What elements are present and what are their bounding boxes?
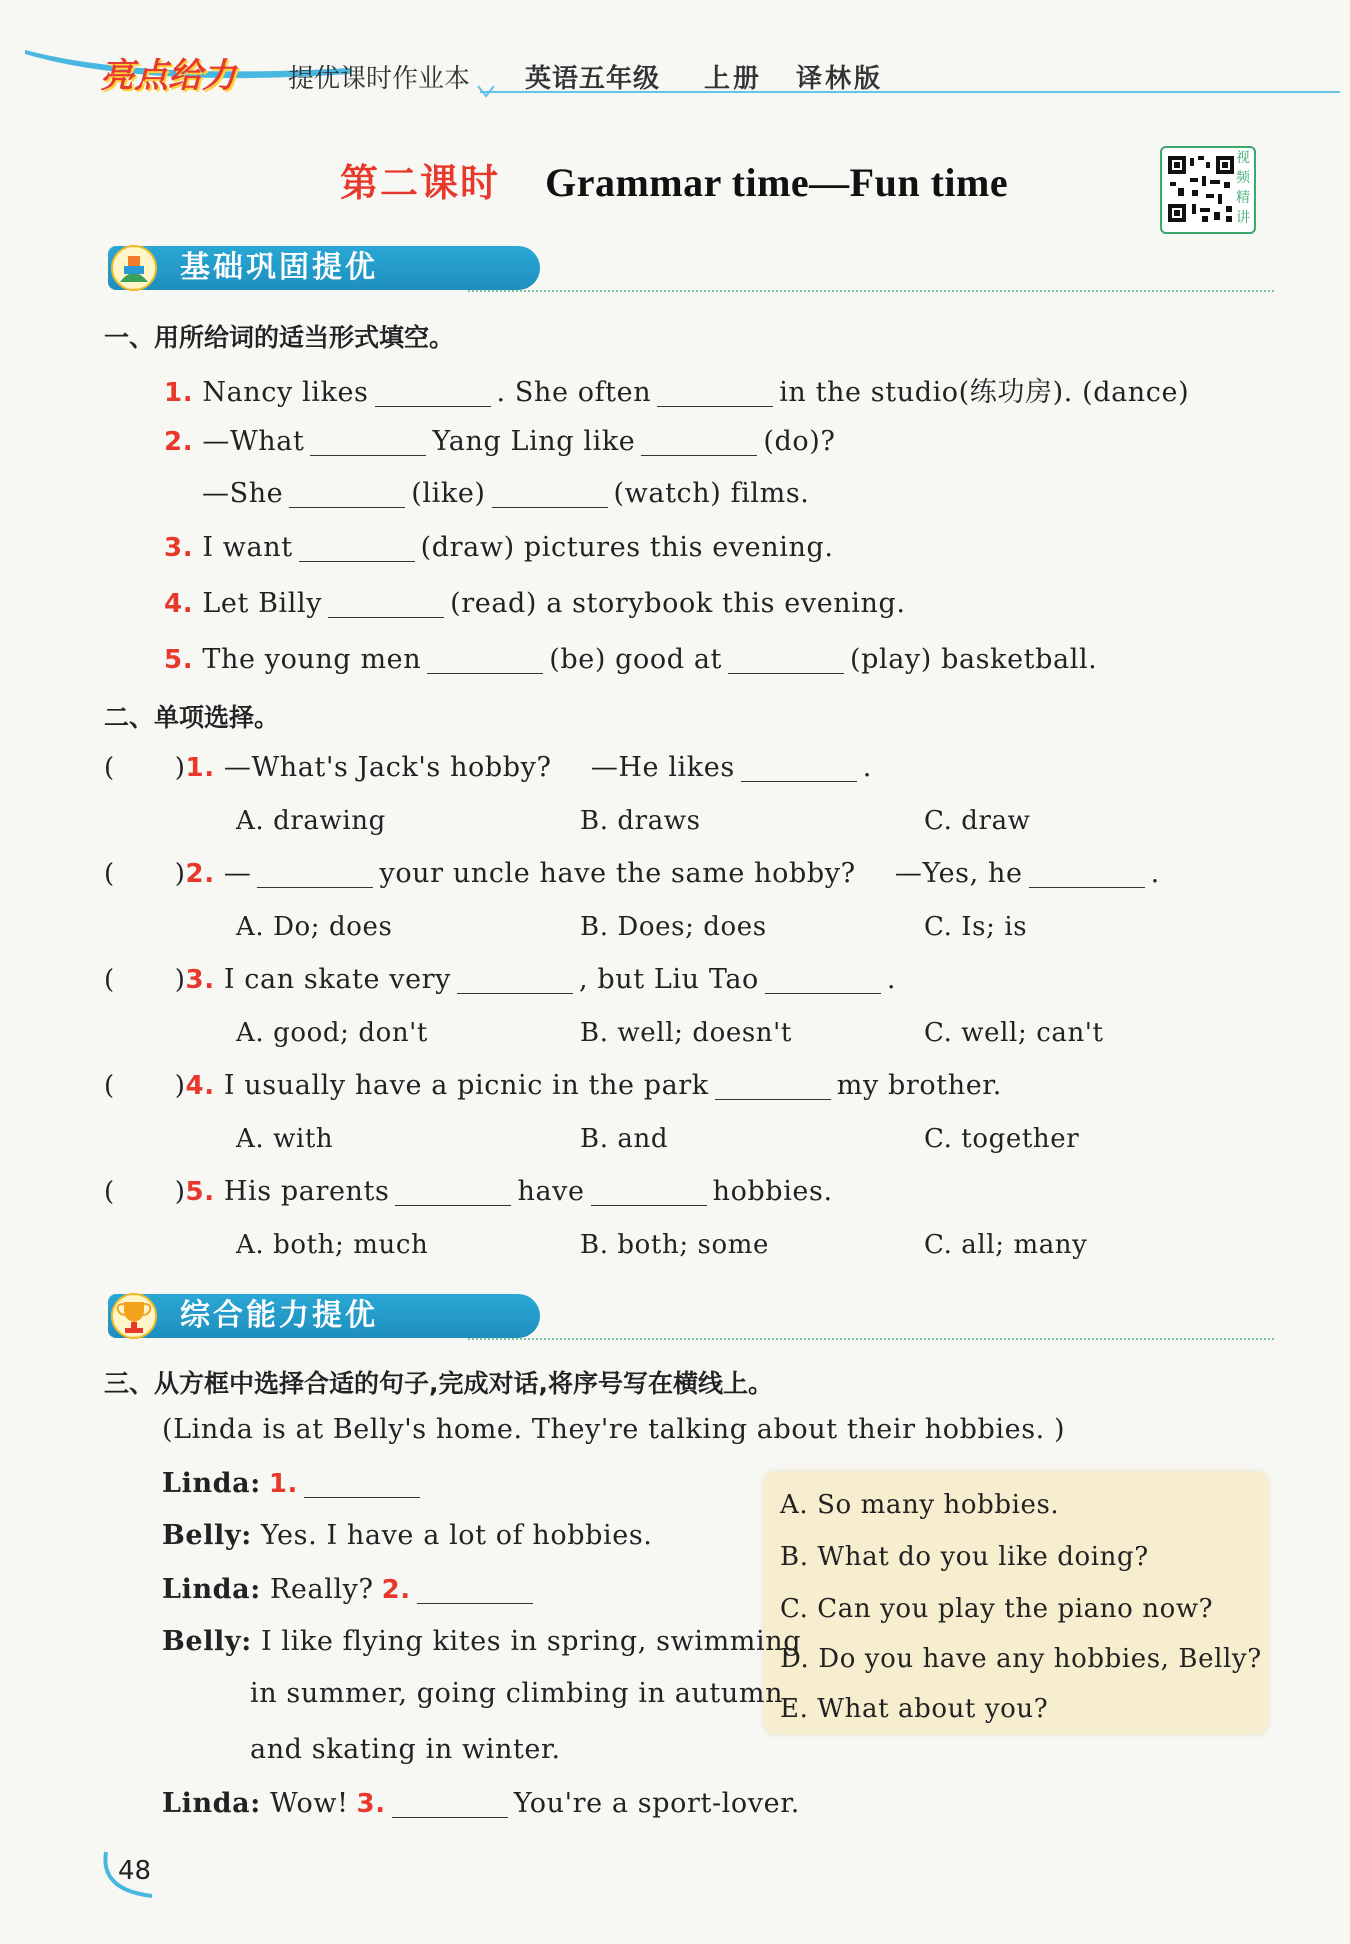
answer-blank[interactable]	[657, 378, 773, 407]
dialogue-text: Wow!	[270, 1788, 349, 1819]
answer-blank[interactable]	[310, 427, 426, 456]
fill-item-2b	[202, 478, 809, 509]
answer-blank[interactable]	[728, 645, 844, 674]
item-number: 4.	[185, 1071, 215, 1101]
lesson-label: 第二课时	[340, 160, 501, 205]
item-number: 5.	[185, 1177, 215, 1207]
answer-blank[interactable]	[457, 965, 573, 994]
item-text: (do)?	[763, 426, 836, 457]
answer-blank[interactable]	[395, 1177, 511, 1206]
item-number: 2.	[164, 427, 194, 457]
answer-paren-close: )	[174, 965, 186, 995]
question-text: my brother.	[836, 1070, 1002, 1101]
item-text: Nancy likes	[202, 377, 369, 408]
item-text: in the studio(练功房). (dance)	[779, 377, 1190, 408]
option-sentence: C. Can you play the piano now?	[780, 1594, 1214, 1624]
item-text: . She often	[496, 377, 652, 408]
part2-heading: 二、单项选择。	[104, 703, 280, 732]
series-name: 提优课时作业本	[288, 64, 471, 94]
mc-question-2	[104, 858, 1160, 889]
qr-code[interactable]	[1160, 146, 1256, 234]
answer-blank[interactable]	[289, 479, 405, 508]
answer-paren-open[interactable]: (	[104, 859, 115, 889]
answer-blank[interactable]	[417, 1575, 533, 1604]
mc-question-4	[104, 1070, 1002, 1101]
fill-item-1	[164, 370, 1189, 409]
mc-question-3	[104, 964, 896, 995]
item-number: 2.	[185, 859, 215, 889]
option-a: A. both; much	[236, 1230, 429, 1260]
answer-paren-close: )	[174, 859, 186, 889]
option-b: B. well; doesn't	[580, 1018, 792, 1048]
item-number: 3.	[356, 1789, 386, 1819]
dialogue-line-7	[162, 1788, 800, 1819]
answer-blank[interactable]	[304, 1469, 420, 1498]
question-text: —He likes	[590, 752, 735, 783]
option-b: B. draws	[580, 806, 701, 836]
speaker: Linda:	[162, 1788, 261, 1819]
answer-blank[interactable]	[392, 1789, 508, 1818]
answer-paren-open[interactable]: (	[104, 965, 115, 995]
options-box	[764, 1472, 1268, 1734]
mc-question-5	[104, 1176, 833, 1207]
item-text: (watch) films.	[613, 478, 810, 509]
answer-blank[interactable]	[299, 533, 415, 562]
section-basic-title: 基础巩固提优	[108, 246, 540, 290]
option-sentence: A. So many hobbies.	[780, 1490, 1060, 1520]
item-text: The young men	[202, 644, 422, 675]
flower-icon	[106, 242, 164, 294]
answer-paren-close: )	[174, 1177, 186, 1207]
page-title	[340, 152, 1008, 207]
dialogue-line-1	[162, 1468, 426, 1499]
header-bar	[20, 40, 1340, 100]
item-text: (read) a storybook this evening.	[450, 588, 906, 619]
item-text: —What	[202, 426, 305, 457]
answer-paren-close: )	[174, 1071, 186, 1101]
lesson-topic: Grammar time—Fun time	[545, 160, 1009, 205]
answer-blank[interactable]	[375, 378, 491, 407]
part1-heading: 一、用所给词的适当形式填空。	[104, 323, 455, 352]
answer-blank[interactable]	[741, 753, 857, 782]
qr-label: 视频精讲	[1236, 150, 1250, 226]
item-number: 1.	[185, 753, 215, 783]
subject-grade: 英语五年级	[525, 64, 661, 94]
section-ability-title: 综合能力提优	[108, 1294, 540, 1338]
option-a: A. good; don't	[236, 1018, 428, 1048]
option-c: C. well; can't	[924, 1018, 1104, 1048]
item-text: (draw) pictures this evening.	[420, 532, 834, 563]
question-text: I can skate very	[223, 964, 452, 995]
answer-blank[interactable]	[427, 645, 543, 674]
item-text: (play) basketball.	[849, 644, 1098, 675]
question-text: .	[1150, 858, 1160, 889]
page-number: 48	[118, 1856, 152, 1886]
option-b: B. both; some	[580, 1230, 769, 1260]
dialogue-text: Yes. I have a lot of hobbies.	[260, 1520, 653, 1551]
volume: 上册	[704, 64, 763, 94]
item-text: Let Billy	[202, 588, 323, 619]
question-text: His parents	[223, 1176, 390, 1207]
option-a: A. drawing	[236, 806, 386, 836]
answer-paren-close: )	[174, 753, 186, 783]
fill-item-4	[164, 588, 906, 619]
dialogue-text: I like flying kites in spring, swimming	[260, 1626, 802, 1657]
section-basic-rule	[468, 290, 1274, 292]
question-text: —Yes, he	[894, 858, 1023, 889]
item-text: Yang Ling like	[432, 426, 636, 457]
answer-blank[interactable]	[765, 965, 881, 994]
fill-item-5	[164, 644, 1097, 675]
question-text: hobbies.	[712, 1176, 833, 1207]
answer-blank[interactable]	[492, 479, 608, 508]
item-text: (like)	[411, 478, 486, 509]
qr-code-icon	[1166, 154, 1236, 224]
answer-blank[interactable]	[1029, 859, 1145, 888]
dialogue-text: You're a sport-lover.	[513, 1788, 800, 1819]
option-c: C. Is; is	[924, 912, 1028, 942]
edition: 译林版	[796, 64, 884, 94]
dialogue-line-5: in summer, going climbing in autumn	[250, 1678, 784, 1709]
question-text: —What's Jack's hobby?	[223, 752, 552, 783]
item-text: I want	[202, 532, 293, 563]
item-number: 2.	[381, 1575, 411, 1605]
question-text: .	[862, 752, 872, 783]
answer-blank[interactable]	[257, 859, 373, 888]
option-b: B. Does; does	[580, 912, 767, 942]
option-sentence: E. What about you?	[780, 1694, 1049, 1724]
option-sentence: D. Do you have any hobbies, Belly?	[780, 1644, 1262, 1674]
item-number: 3.	[185, 965, 215, 995]
brand-logo: 亮点给力	[100, 56, 236, 96]
trophy-icon	[106, 1290, 164, 1342]
question-text: have	[517, 1176, 585, 1207]
item-number: 1.	[268, 1469, 298, 1499]
item-number: 1.	[164, 378, 194, 408]
speaker: Belly:	[162, 1520, 252, 1551]
part3-heading: 三、从方框中选择合适的句子,完成对话,将序号写在横线上。	[104, 1369, 773, 1398]
answer-blank[interactable]	[641, 427, 757, 456]
fill-item-3	[164, 532, 834, 563]
question-text: your uncle have the same hobby?	[379, 858, 856, 889]
answer-paren-open[interactable]: (	[104, 753, 115, 783]
item-number: 3.	[164, 533, 194, 563]
dialogue-line-2	[162, 1520, 653, 1551]
option-sentence: B. What do you like doing?	[780, 1542, 1149, 1572]
question-text: I usually have a picnic in the park	[223, 1070, 709, 1101]
item-number: 4.	[164, 589, 194, 619]
dialogue-line-3	[162, 1574, 539, 1605]
question-text: .	[886, 964, 897, 995]
section-ability-banner	[108, 1294, 1274, 1342]
option-c: C. draw	[924, 806, 1031, 836]
section-ability-rule	[468, 1338, 1274, 1340]
speaker: Linda:	[162, 1574, 261, 1605]
dialogue-text: Really?	[270, 1574, 374, 1605]
option-c: C. together	[924, 1124, 1080, 1154]
dialogue-context: (Linda is at Belly's home. They're talking about their hobbies. )	[162, 1414, 1066, 1445]
option-b: B. and	[580, 1124, 669, 1154]
speaker: Belly:	[162, 1626, 252, 1657]
question-text: , but Liu Tao	[579, 964, 759, 995]
answer-blank[interactable]	[715, 1071, 831, 1100]
answer-paren-open[interactable]: (	[104, 1071, 115, 1101]
option-c: C. all; many	[924, 1230, 1088, 1260]
mc-question-1	[104, 752, 872, 783]
item-text: —She	[202, 478, 284, 509]
option-a: A. with	[236, 1124, 334, 1154]
question-text: —	[223, 858, 252, 889]
dialogue-line-4	[162, 1626, 801, 1657]
item-number: 5.	[164, 645, 194, 675]
answer-blank[interactable]	[591, 1177, 707, 1206]
speaker: Linda:	[162, 1468, 261, 1499]
dialogue-line-6: and skating in winter.	[250, 1734, 561, 1765]
option-a: A. Do; does	[236, 912, 393, 942]
section-basic-banner	[108, 246, 1274, 294]
fill-item-2	[164, 426, 835, 457]
answer-paren-open[interactable]: (	[104, 1177, 115, 1207]
answer-blank[interactable]	[328, 589, 444, 618]
item-text: (be) good at	[549, 644, 722, 675]
